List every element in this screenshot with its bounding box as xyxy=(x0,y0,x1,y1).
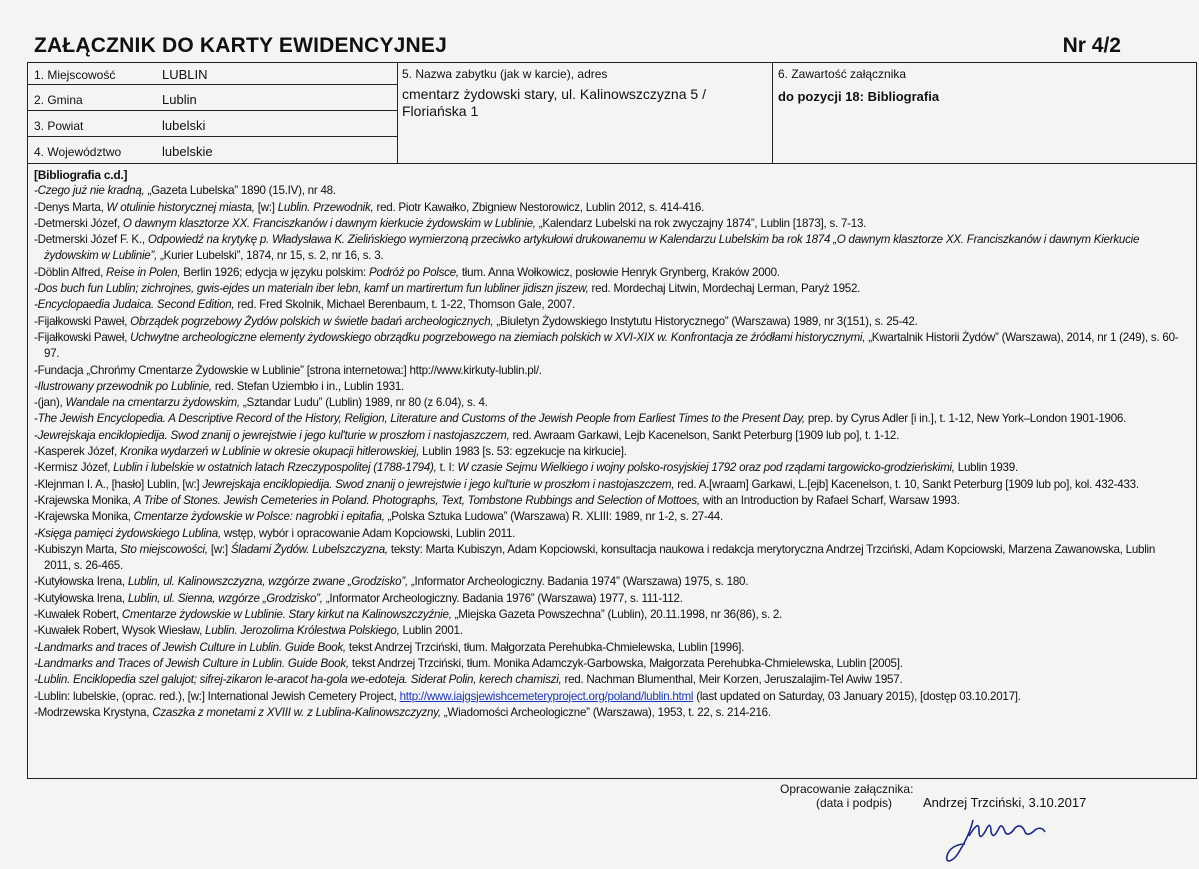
date-sign-label: (data i podpis) xyxy=(816,796,893,810)
field-label-zabytek: 5. Nazwa zabytku (jak w karcie), adres xyxy=(402,67,608,81)
entry-text: -Fundacja „Chrońmy Cmentarze Żydowskie w Lublinie” [strona internetowa:] http://www.kirkuty-lublin.pl/. xyxy=(34,363,542,377)
entry-text: wstęp, wybór i opracowanie Adam Kopciowski, Lublin 2011. xyxy=(220,526,516,540)
entry-title-italic: -Jewrejskaja enciklopiedija. Swod znanij o jewrejstwie i jego kul'turie w proszłom i nastojaszczem, xyxy=(34,428,510,442)
prepared-label: Opracowanie załącznika: xyxy=(780,782,914,796)
field-wojewodztwo xyxy=(28,137,398,163)
entry-text: -Lublin: lubelskie, (oprac. red.), [w:] International Jewish Cemetery Project, xyxy=(34,689,400,703)
entry-text: red. Fred Skolnik, Michael Berenbaum, t. 1-22, Thomson Gale, 2007. xyxy=(234,298,576,312)
entry-text: -Detmerski Józef F. K., xyxy=(34,233,148,247)
entry-title-italic: Podróż po Polsce, xyxy=(369,265,459,279)
bibliography-entry xyxy=(34,460,1184,476)
bibliography-entry xyxy=(34,363,1184,379)
bibliography-heading: [Bibliografia c.d.] xyxy=(34,168,128,182)
bibliography-entry xyxy=(34,623,1184,639)
entry-title-italic: W czasie Sejmu Wielkiego i wojny polsko-rosyjskiej 1792 oraz pod rządami targowicko-grodzieńskimi, xyxy=(457,461,955,475)
entry-title-italic: O dawnym klasztorze XX. Franciszkanów i dawnym kierkucie żydowskim w Lublinie, xyxy=(122,216,536,230)
entry-text: „Kwartalnik Historii Żydów” (Warszawa), 2014, nr 1 (249), s. 60-97. xyxy=(44,330,1179,361)
bibliography-entry xyxy=(34,395,1184,411)
entry-title-italic: Reise in Polen, xyxy=(106,265,181,279)
entry-text: „Informator Archeologiczny. Badania 1976” (Warszawa) 1977, s. 111-112. xyxy=(322,591,683,605)
bibliography-entry xyxy=(34,656,1184,672)
entry-text: -Kubiszyn Marta, xyxy=(34,542,120,556)
entry-text: -Kasperek Józef, xyxy=(34,445,120,459)
field-label: 3. Powiat xyxy=(34,119,84,133)
entry-text: -Kuwałek Robert, Wysok Wiesław, xyxy=(34,624,206,638)
entry-text: -Klejnman I. A., [hasło] Lublin, [w:] xyxy=(34,477,203,491)
entry-title-italic: Lublin. Jerozolima Królestwa Polskiego, xyxy=(205,624,400,638)
entry-text: -Döblin Alfred, xyxy=(34,265,107,279)
entry-title-italic: Uchwytne archeologiczne elementy żydowskiego obrządku pogrzebowego na ziemiach polskich w XVI-XIX w. Konfrontacja ze źródłami historycznymi, xyxy=(130,330,866,344)
entry-title-italic: Obrządek pogrzebowy Żydów polskich w świetle badań archeologicznych, xyxy=(130,314,494,328)
entry-text: „Sztandar Ludu” (Lublin) 1989, nr 80 (z 6.04), s. 4. xyxy=(239,396,488,410)
bibliography-entry xyxy=(34,477,1184,493)
entry-text: -Krajewska Monika, xyxy=(34,493,134,507)
bibliography-entry xyxy=(34,265,1184,281)
entry-title-italic: -Czego już nie kradną, xyxy=(34,184,145,198)
field-label: 2. Gmina xyxy=(34,93,83,107)
field-value-zawartosc: do pozycji 18: Bibliografia xyxy=(778,89,940,104)
bibliography-entry xyxy=(34,493,1184,509)
form-frame xyxy=(27,62,1197,779)
field-label: 1. Miejscowość xyxy=(34,68,116,82)
entry-title-italic: Wandale na cmentarzu żydowskim, xyxy=(65,396,240,410)
bibliography-entry xyxy=(34,672,1184,688)
entry-text: Lublin 2001. xyxy=(399,624,463,638)
bibliography-entry xyxy=(34,232,1184,265)
entry-text: (last updated on Saturday, 03 January 2015), [dostęp 03.10.2017]. xyxy=(693,689,1021,703)
field-value: Lublin xyxy=(162,92,197,107)
entry-title-italic: A Tribe of Stones. Jewish Cemeteries in Poland. Photographs, Text, Tombstone Rubbings and Selection of Mottoes, xyxy=(133,493,700,507)
bibliography-entry xyxy=(34,216,1184,232)
entry-text: „Polska Sztuka Ludowa” (Warszawa) R. XLIII: 1989, nr 1-2, s. 27-44. xyxy=(384,510,723,524)
entry-text: red. A.[wraam] Garkawi, L.[ejb] Kacenelson, t. 10, Sankt Peterburg [1909 lub po], kol. 432-433. xyxy=(674,477,1139,491)
entry-text: t. I: xyxy=(436,461,458,475)
entry-text: tłum. Anna Wołkowicz, posłowie Henryk Grynberg, Kraków 2000. xyxy=(458,265,780,279)
entry-title-italic: -The Jewish Encyclopedia. A Descriptive Record of the History, Religion, Literature and Customs of the Jewish People from Earliest Times to the Present Day, xyxy=(34,412,805,426)
entry-text: „Kalendarz Lubelski na rok zwyczajny 1874”, Lublin [1873], s. 7-13. xyxy=(535,216,867,230)
entry-text: „Miejska Gazeta Powszechna” (Lublin), 20.11.1998, nr 36(86), s. 2. xyxy=(451,608,783,622)
entry-text: teksty: Marta Kubiszyn, Adam Kopciowski, konsultacja naukowa i redakcja merytoryczna Andrzej Trzciński, Adam Kopciowski, Marzena Zawanowska, Lublin 2011, s. 26-465. xyxy=(44,542,1156,573)
header-divider xyxy=(28,163,1196,164)
bibliography-entry xyxy=(34,542,1184,575)
entry-title-italic: -Encyclopaedia Judaica. Second Edition, xyxy=(34,298,235,312)
entry-text: -Kutyłowska Irena, xyxy=(34,591,128,605)
entry-title-italic: Śladami Żydów. Lubelszczyzna, xyxy=(230,542,388,556)
field-label-zawartosc: 6. Zawartość załącznika xyxy=(778,67,907,81)
entry-title-italic: -Landmarks and Traces of Jewish Culture in Lublin. Guide Book, xyxy=(34,656,349,670)
bibliography-entry xyxy=(34,411,1184,427)
field-miejscowosc xyxy=(28,63,398,85)
entry-text: tekst Andrzej Trzciński, tłum. Małgorzata Perehubka-Chmielewska, Lublin [1996]. xyxy=(345,640,745,654)
bibliography-entry xyxy=(34,330,1184,363)
entry-text: -Denys Marta, xyxy=(34,200,107,214)
entry-title-italic: -Dos buch fun Lublin; zichrojnes, gwis-ejdes un materialn iber lebn, kamf un martirertum fun lubliner jidiszn jiszew, xyxy=(34,282,589,296)
bibliography-entry xyxy=(34,509,1184,525)
bibliography-entry xyxy=(34,640,1184,656)
entry-text: red. Nachman Blumenthal, Meir Korzen, Jeruszalajim-Tel Awiw 1957. xyxy=(561,673,903,687)
entry-title-italic: Lublin i lubelskie w ostatnich latach Rzeczypospolitej (1788-1794), xyxy=(113,461,437,475)
entry-text: [w:] xyxy=(207,542,231,556)
bibliography-entry xyxy=(34,591,1184,607)
field-value: lubelski xyxy=(162,118,206,133)
entry-title-italic: W otulinie historycznej miasta, xyxy=(106,200,255,214)
entry-text: „Biuletyn Żydowskiego Instytutu Historycznego” (Warszawa) 1989, nr 3(151), s. 25-42. xyxy=(493,314,918,328)
entry-text: Lublin 1939. xyxy=(954,461,1018,475)
bibliography-list xyxy=(34,183,1184,721)
bibliography-entry xyxy=(34,183,1184,199)
entry-text: -Krajewska Monika, xyxy=(34,510,134,524)
author-date: Andrzej Trzciński, 3.10.2017 xyxy=(923,795,1087,810)
document-title: ZAŁĄCZNIK DO KARTY EWIDENCYJNEJ xyxy=(34,34,448,57)
entry-text: -Kutyłowska Irena, xyxy=(34,575,128,589)
entry-text: Lublin 1983 [s. 53: egzekucje na kirkucie]. xyxy=(419,445,627,459)
bibliography-entry xyxy=(34,200,1184,216)
bibliography-entry xyxy=(34,526,1184,542)
entry-title-italic: Jewrejskaja enciklopiedija. Swod znanij o jewrejstwie i jego kul'turie w proszłom i nastojaszczem, xyxy=(202,477,675,491)
entry-text: „Kurier Lubelski”, 1874, nr 15, s. 2, nr 16, s. 3. xyxy=(157,249,384,263)
bibliography-entry xyxy=(34,607,1184,623)
entry-title-italic: -Ilustrowany przewodnik po Lublinie, xyxy=(34,379,212,393)
field-label: 4. Województwo xyxy=(34,145,122,159)
entry-text: Berlin 1926; edycja w języku polskim: xyxy=(180,265,370,279)
entry-title-italic: Kronika wydarzeń w Lublinie w okresie okupacji hitlerowskiej, xyxy=(119,445,420,459)
entry-text: red. Stefan Uziembło i in., Lublin 1931. xyxy=(211,379,405,393)
entry-text: with an Introduction by Rafael Scharf, Warsaw 1993. xyxy=(699,493,960,507)
entry-text: „Gazeta Lubelska” 1890 (15.IV), nr 48. xyxy=(144,184,336,198)
entry-title-italic: Lublin. Przewodnik, xyxy=(277,200,374,214)
field-value-zabytek: cmentarz żydowski stary, ul. Kalinowszczyzna 5 / Floriańska 1 xyxy=(402,86,706,119)
entry-title-italic: -Księga pamięci żydowskiego Lublina, xyxy=(34,526,221,540)
field-gmina xyxy=(28,85,398,111)
entry-title-italic: Cmentarze żydowskie w Polsce: nagrobki i epitafia, xyxy=(133,510,385,524)
entry-text: red. Mordechaj Litwin, Mordechaj Lerman, Paryż 1952. xyxy=(588,282,861,296)
entry-title-italic: Lublin, ul. Kalinowszczyzna, wzgórze zwane „Grodzisko”, xyxy=(127,575,408,589)
bibliography-entry xyxy=(34,574,1184,590)
bibliography-entry xyxy=(34,444,1184,460)
bibliography-entry xyxy=(34,379,1184,395)
entry-link[interactable]: http://www.iajgsjewishcemeteryproject.org/poland/lublin.html xyxy=(399,689,694,703)
bibliography-entry xyxy=(34,428,1184,444)
field-powiat xyxy=(28,111,398,137)
entry-text: prep. by Cyrus Adler [i in.], t. 1-12, New York–London 1901-1906. xyxy=(804,412,1127,426)
entry-text: „Wiadomości Archeologiczne” (Warszawa), 1953, t. 22, s. 214-216. xyxy=(440,705,771,719)
bibliography-entry xyxy=(34,297,1184,313)
entry-text: -Kuwałek Robert, xyxy=(34,608,122,622)
bibliography-entry xyxy=(34,281,1184,297)
entry-title-italic: Lublin, ul. Sienna, wzgórze „Grodzisko”, xyxy=(127,591,323,605)
bibliography-entry xyxy=(34,689,1184,705)
entry-text: -Kermisz Józef, xyxy=(34,461,114,475)
entry-text: tekst Andrzej Trzciński, tłum. Monika Adamczyk-Garbowska, Małgorzata Perehubka-Chmielewska, Lublin [2005]. xyxy=(348,656,903,670)
entry-text: -(jan), xyxy=(34,396,66,410)
bibliography-entry xyxy=(34,314,1184,330)
document-number: Nr 4/2 xyxy=(1062,34,1121,57)
entry-text: „Informator Archeologiczny. Badania 1974” (Warszawa) 1975, s. 180. xyxy=(407,575,749,589)
column-divider xyxy=(772,63,773,164)
field-value: lubelskie xyxy=(162,144,213,159)
entry-title-italic: -Lublin. Enciklopedia szel galujot; sifrej-zikaron le-aracot ha-gola we-edoteja. Siderat Polin, kerech chamiszi, xyxy=(34,673,562,687)
entry-text: red. Awraam Garkawi, Lejb Kacenelson, Sankt Peterburg [1909 lub po], t. 1-12. xyxy=(509,428,900,442)
handwritten-signature xyxy=(935,808,1055,868)
field-value: LUBLIN xyxy=(162,67,208,82)
entry-text: -Modrzewska Krystyna, xyxy=(34,705,153,719)
entry-text: -Detmerski Józef, xyxy=(34,216,123,230)
entry-title-italic: Odpowiedź na krytykę p. Władysława K. Zielińskiego wymierzoną przeciwko artykułowi drukowanemu w Kalendarzu Lubelskim ba rok 1874 „O dawnym klasztorze XX. Franciszkanów i dawnym Kierkucie żydowskim w Lublinie”, xyxy=(44,233,1140,263)
entry-title-italic: Sto miejscowości, xyxy=(119,542,208,556)
entry-text: -Fijałkowski Paweł, xyxy=(34,314,131,328)
bibliography-section xyxy=(34,167,1184,721)
bibliography-entry xyxy=(34,705,1184,721)
entry-text: -Fijałkowski Paweł, xyxy=(34,330,131,344)
column-divider xyxy=(397,63,398,164)
entry-text: [w:] xyxy=(254,200,278,214)
entry-title-italic: -Landmarks and traces of Jewish Culture in Lublin. Guide Book, xyxy=(34,640,346,654)
entry-title-italic: Cmentarze żydowskie w Lublinie. Stary kirkut na Kalinowszczyźnie, xyxy=(121,608,452,622)
entry-title-italic: Czaszka z monetami z XVIII w. z Lublina-Kalinowszczyzny, xyxy=(152,705,441,719)
entry-text: red. Piotr Kawałko, Zbigniew Nestorowicz, Lublin 2012, s. 414-416. xyxy=(373,200,705,214)
